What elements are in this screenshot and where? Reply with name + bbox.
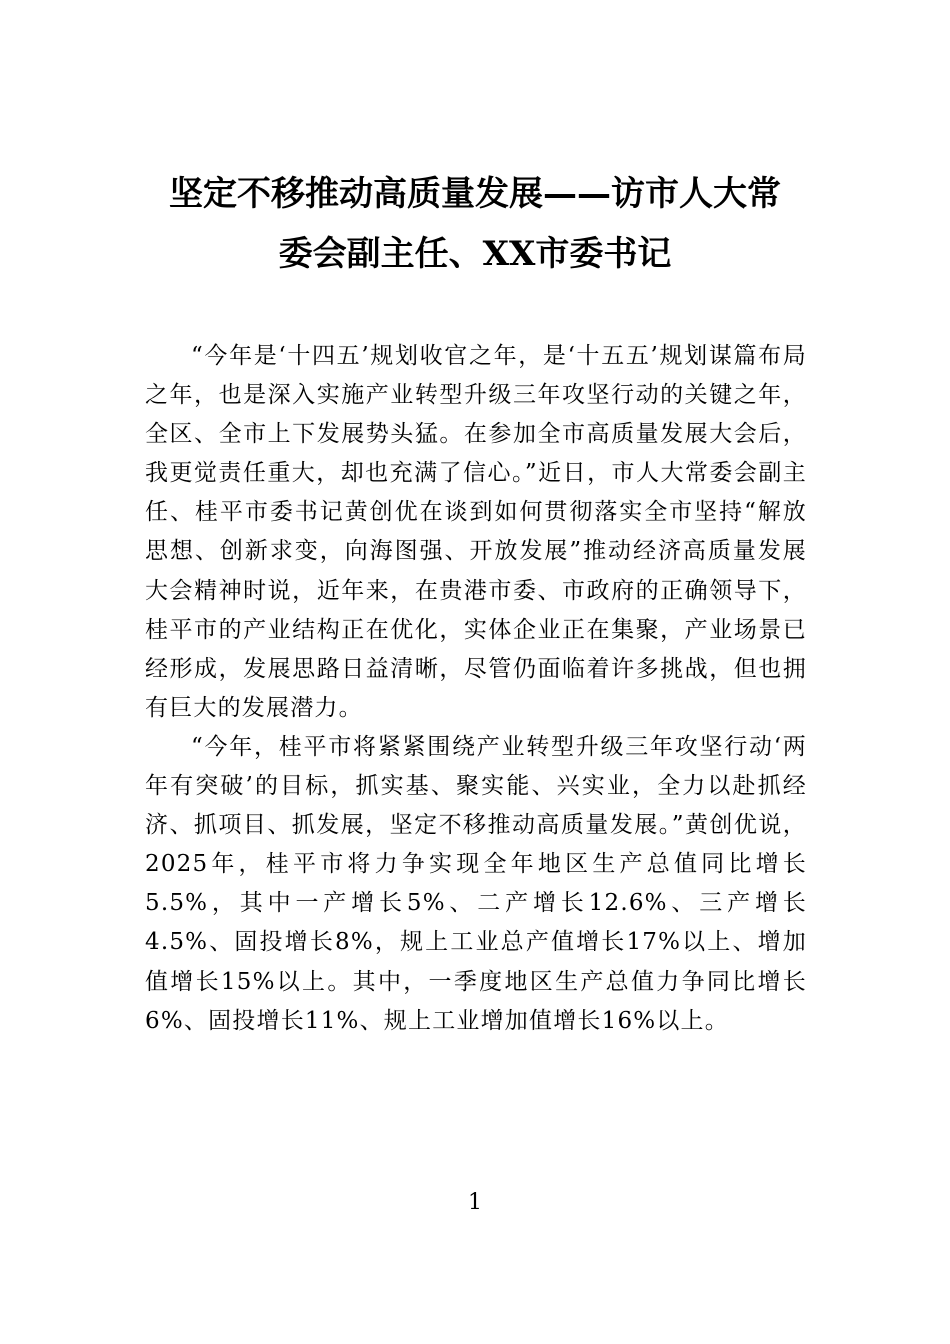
article-title: [145, 164, 805, 284]
title-line-2: 委会副主任、XX市委书记: [278, 234, 672, 274]
title-line-1: 坚定不移推动高质量发展——访市人大常: [169, 174, 781, 214]
paragraph-1: “今年是‘十四五’规划收官之年，是‘十五五’规划谋篇布局之年，也是深入实施产业转型升级三年攻坚行动的关键之年，全区、全市上下发展势头猛。在参加全市高质量发展大会后，我更觉责任重大，却也充满了信心。”近日，市人大常委会副主任、桂平市委书记黄创优在谈到如何贯彻落实全市坚持“解放思想、创新求变，向海图强、开放发展”推动经济高质量发展大会精神时说，近年来，在贵港市委、市政府的正确领导下，桂平市的产业结构正在优化，实体企业正在集聚，产业场景已经形成，发展思路日益清晰，尽管仍面临着许多挑战，但也拥有巨大的发展潜力。: [145, 343, 807, 721]
page-number: 1: [468, 1190, 482, 1215]
article-body: [145, 337, 807, 1041]
paragraph-2: “今年，桂平市将紧紧围绕产业转型升级三年攻坚行动‘两年有突破’的目标，抓实基、聚实能、兴实业，全力以赴抓经济、抓项目、抓发展，坚定不移推动高质量发展。”黄创优说，2025年，桂平市将力争实现全年地区生产总值同比增长5.5%，其中一产增长5%、二产增长12.6%、三产增长4.5%、固投增长8%，规上工业总产值增长17%以上、增加值增长15%以上。其中，一季度地区生产总值力争同比增长6%、固投增长11%、规上工业增加值增长16%以上。: [145, 733, 807, 1034]
